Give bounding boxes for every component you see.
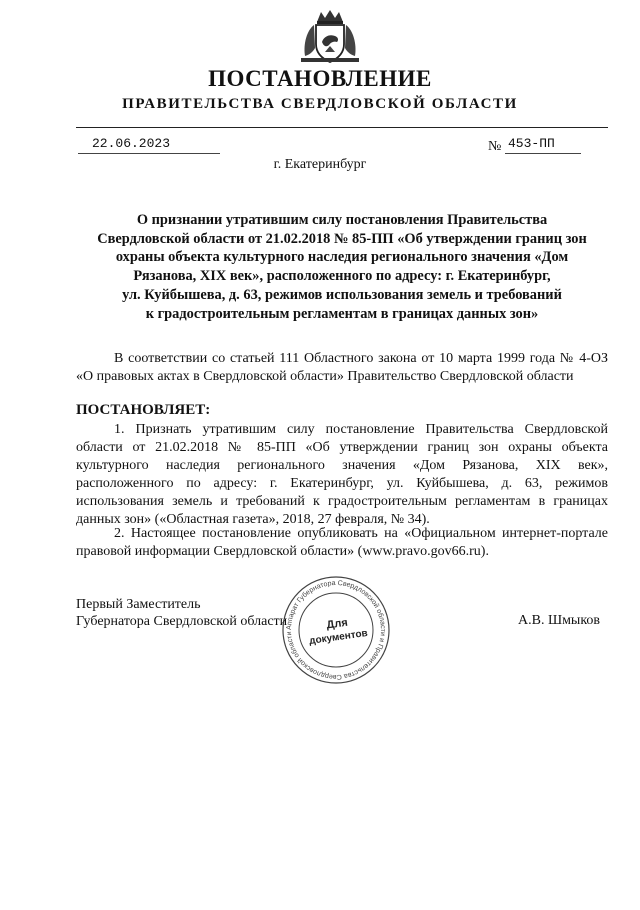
title-line: ул. Куйбышева, д. 63, режимов использования земель и требований (122, 286, 562, 303)
issuer-heading: ПРАВИТЕЛЬСТВА СВЕРДЛОВСКОЙ ОБЛАСТИ (122, 96, 518, 112)
resolves-heading: ПОСТАНОВЛЯЕТ: (76, 402, 211, 418)
document-type-heading: ПОСТАНОВЛЕНИЕ (208, 66, 432, 91)
number-underline (505, 153, 581, 154)
signatory-position (76, 596, 287, 630)
signatory-name: А.В. Шмыков (518, 613, 601, 628)
title-line: охраны объекта культурного наследия регионального значения «Дом (115, 249, 569, 266)
stamp-ring-text: Аппарат Губернатора Свердловской области и Правительства Свердловской области (285, 579, 387, 681)
title-line: к градостроительным регламентам в границах данных зон» (145, 305, 539, 322)
clause-1: 1. Признать утратившим силу постановление Правительства Свердловской области от 21.02.2018 № 85-ПП «Об утверждении границ зон охраны объекта культурного наследия регионального значения «Дом Рязанова, XIX век», расположенного по адресу: г. Екатеринбург, ул. Куйбышева, д. 63, режимов использования земель и требований к градостроительным регламентам в границах данных зон» («Областная газета», 2018, 27 февраля, № 34). (76, 422, 608, 527)
document-date: 22.06.2023 (92, 136, 171, 151)
clause-2: 2. Настоящее постановление опубликовать на «Официальном интернет-портале правовой информации Свердловской области» (www.pravo.gov66.ru). (76, 526, 608, 559)
number-sign: № (488, 139, 502, 154)
coat-of-arms-icon (299, 8, 361, 64)
position-line: Губернатора Свердловской области (76, 614, 288, 629)
header-divider (76, 127, 608, 128)
document-number: 453-ПП (508, 136, 555, 151)
stamp-center-line: документов (308, 627, 369, 648)
city-line: г. Екатеринбург (273, 157, 367, 172)
title-line: Рязанова, XIX век», расположенного по адресу: г. Екатеринбург, (133, 268, 551, 285)
official-stamp-icon (280, 574, 392, 686)
document-title (76, 211, 608, 323)
preamble-paragraph: В соответствии со статьей 111 Областного закона от 10 марта 1999 года № 4-ОЗ «О правовых актах в Свердловской области» Правительство Свердловской области (76, 351, 608, 384)
position-line: Первый Заместитель (76, 597, 201, 612)
title-line: Свердловской области от 21.02.2018 № 85-ПП «Об утверждении границ зон (97, 230, 587, 247)
date-underline (78, 153, 220, 154)
title-line: О признании утратившим силу постановления Правительства (136, 212, 548, 228)
stamp-center-line: Для (325, 616, 349, 632)
